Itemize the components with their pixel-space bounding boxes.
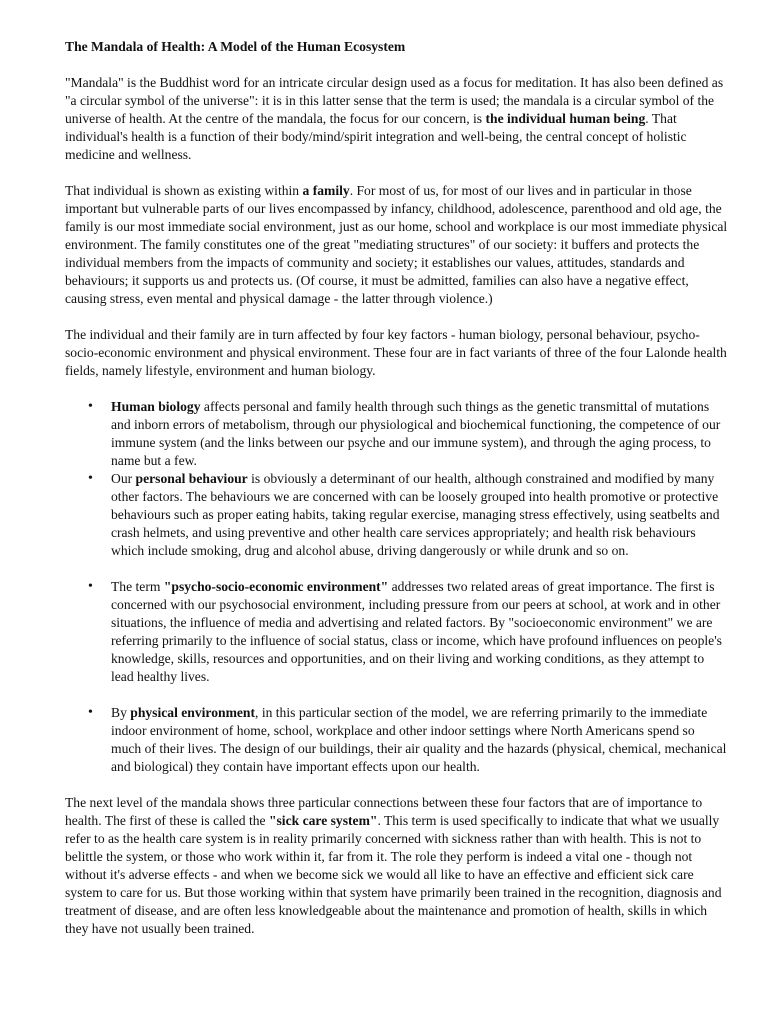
list-item-psycho-socio-economic xyxy=(111,578,728,686)
paragraph-four-factors: The individual and their family are in turn affected by four key factors - human biology, personal behaviour, psycho-socio-economic environment and physical environment. These four are in fact variants of three of the four Lalonde health fields, namely lifestyle, environment and human biology. xyxy=(65,327,727,378)
paragraph-text: "Mandala" is the Buddhist word for an intricate circular design used as a focus for meditation. It has also been defined as "a circular symbol of the universe": it is in this latter sense that the term is used; the mandala is a circular symbol of the universe of health. At the centre of the mandala, the focus for our concern, is xyxy=(65,75,724,126)
paragraph-intro xyxy=(65,74,728,164)
list-item-human-biology xyxy=(111,398,728,470)
document-title: The Mandala of Health: A Model of the Human Ecosystem xyxy=(65,39,406,54)
list-item-term: personal behaviour xyxy=(135,471,248,486)
list-item-text: , in this particular section of the model, we are referring primarily to the immediate indoor environment of home, school, workplace and other indoor settings where North Americans spend so much of their lives. The design of our buildings, their air quality and the hazards (physical, chemical, mechanical and biological) they contain have important effects upon our health. xyxy=(111,705,727,774)
paragraph-text: That individual is shown as existing within xyxy=(65,183,303,198)
bold-term-family: a family xyxy=(302,183,350,198)
list-item-text: addresses two related areas of great importance. The first is concerned with our psychosocial environment, including pressure from our peers at school, at work and in other situations, the influence of media and advertising and related factors. By "socioeconomic environment" we are referring primarily to the influence of social status, class or income, which have profound influences on people's knowledge, skills, resources and opportunities, and on their living and working conditions, as they attempt to lead healthy lives. xyxy=(111,579,722,684)
bold-term-individual: the individual human being xyxy=(485,111,646,126)
list-item-prefix: Our xyxy=(111,471,136,486)
list-item-physical-environment xyxy=(111,704,728,776)
paragraph-text: The next level of the mandala shows three particular connections between these four factors that are of importance to health. The first of these is called the xyxy=(65,795,703,828)
paragraph-text: . That individual's health is a function of their body/mind/spirit integration and well-being, the central concept of holistic medicine and wellness. xyxy=(65,111,687,162)
list-item-personal-behaviour xyxy=(111,470,728,560)
list-item-prefix: The term xyxy=(111,579,164,594)
list-item-term: "psycho-socio-economic environment" xyxy=(163,579,389,594)
list-item-text: is obviously a determinant of our health, although constrained and modified by many other factors. The behaviours we are concerned with can be loosely grouped into health promotive or protective behaviours such as proper eating habits, taking regular exercise, managing stress effectively, using seatbelts and crash helmets, and using preventive and other health care services appropriately; and health risk behaviours which include smoking, drug and alcohol abuse, driving dangerously or while drunk and so on. xyxy=(111,471,720,558)
paragraph-text: . For most of us, for most of our lives and in particular in those important but vulnerable parts of our lives encompassed by infancy, childhood, adolescence, parenthood and old age, the family is our most immediate social environment, just as our home, school and workplace is our most immediate physical environment. The family constitutes one of the great "mediating structures" of our society: it buffers and protects the individual members from the impacts of community and society; it establishes our values, attitudes, standards and behaviours; it supports us and protects us. (Of course, it must be admitted, families can also have a negative effect, causing stress, even mental and physical damage - the latter through violence.) xyxy=(65,183,728,306)
bold-term-sick-care-system: "sick care system" xyxy=(268,813,378,828)
factor-list xyxy=(65,398,728,776)
list-item-term: physical environment xyxy=(130,705,256,720)
paragraph-family xyxy=(65,182,728,308)
list-item-term: Human biology xyxy=(111,399,201,414)
list-item-text: affects personal and family health through such things as the genetic transmittal of mutations and inborn errors of metabolism, through our physiological and biochemical functioning, the competence of our immune system (and the links between our psyche and our immune system), and through the aging process, to name but a few. xyxy=(111,399,721,468)
paragraph-sick-care-system xyxy=(65,794,728,938)
list-item-prefix: By xyxy=(111,705,131,720)
paragraph-text: . This term is used specifically to indicate that what we usually refer to as the health care system is in reality primarily concerned with sickness rather than with health. This is not to belittle the system, or those who work within it, far from it. The role they perform is indeed a vital one - though not without it's adverse effects - and when we become sick we would all like to have an effective and efficient sick care system to care for us. But those working within that system have primarily been trained in the recognition, diagnosis and treatment of disease, and are often less knowledgeable about the maintenance and promotion of health, skills in which they have not usually been trained. xyxy=(65,813,722,936)
